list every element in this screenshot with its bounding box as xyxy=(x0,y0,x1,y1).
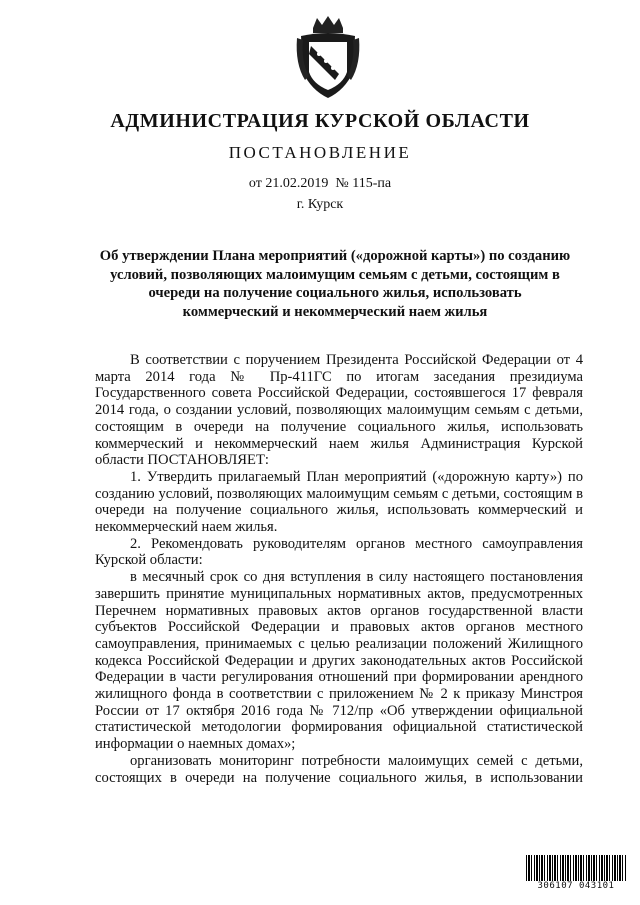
document-city: г. Курск xyxy=(296,197,344,212)
document-title xyxy=(85,247,585,321)
document-date-number xyxy=(0,176,640,192)
barcode-bars xyxy=(526,855,626,881)
title-line: Об утверждении Плана мероприятий («дорожной карты») по созданию xyxy=(99,248,571,264)
paragraph: организовать мониторинг потребности малоимущих семей с детьми, состоящих в очереди на получение социального жилья, в использовании xyxy=(95,752,583,786)
document-number: № 115-па xyxy=(335,176,392,191)
title-line: условий, позволяющих малоимущим семьям с детьми, состоящим в xyxy=(110,266,560,283)
document-body xyxy=(95,352,583,786)
barcode-number: 306107 043101 xyxy=(537,881,615,891)
paragraph: В соответствии с поручением Президента Российской Федерации от 4 марта 2014 года № Пр-411ГС по итогам заседания президиума Государственного совета Российской Федерации, состоявшегося 17 февраля 2014 года, о создании условий, позволяющих малоимущим семьям с детьми, состоящим в очереди на получение социального жилья, использовать коммерческий и некоммерческий наем жилья Администрация Курской области ПОСТАНОВЛЯЕТ: xyxy=(95,352,583,469)
paragraph: 1. Утвердить прилагаемый План мероприятий («дорожную карту») по созданию условий, позволяющих малоимущим семьям с детьми, состоящим в очереди на получение социального жилья, использовать коммерческий и некоммерческий наем жилья. xyxy=(95,468,583,536)
barcode xyxy=(526,855,626,895)
title-line: коммерческий и некоммерческий наем жилья xyxy=(182,303,488,320)
paragraph: 2. Рекомендовать руководителям органов местного самоуправления Курской области: xyxy=(95,535,583,569)
title-line: очереди на получение социального жилья, использовать xyxy=(148,285,522,301)
document-date: от 21.02.2019 xyxy=(248,176,329,191)
document-type: ПОСТАНОВЛЕНИЕ xyxy=(228,143,412,162)
paragraph: в месячный срок со дня вступления в силу настоящего постановления завершить принятие муниципальных нормативных актов, предусмотренных Перечнем нормативных правовых актов органов государственной власти субъектов Российской Федерации и правовых актов органов местного самоуправления, принимаемых с целью реализации положений Жилищного кодекса Российской Федерации и других законодательных актов Российской Федерации в части регулирования отношений при формировании арендного жилищного фонда в соответствии с приложением № 2 к приказу Минстроя России от 17 октября 2016 года № 712/пр «Об утверждении официальной статистической методологии формирования официальной статистической информации о наемных домах»; xyxy=(95,569,583,753)
organization-name: АДМИНИСТРАЦИЯ КУРСКОЙ ОБЛАСТИ xyxy=(110,110,530,132)
coat-of-arms-emblem xyxy=(295,14,361,100)
